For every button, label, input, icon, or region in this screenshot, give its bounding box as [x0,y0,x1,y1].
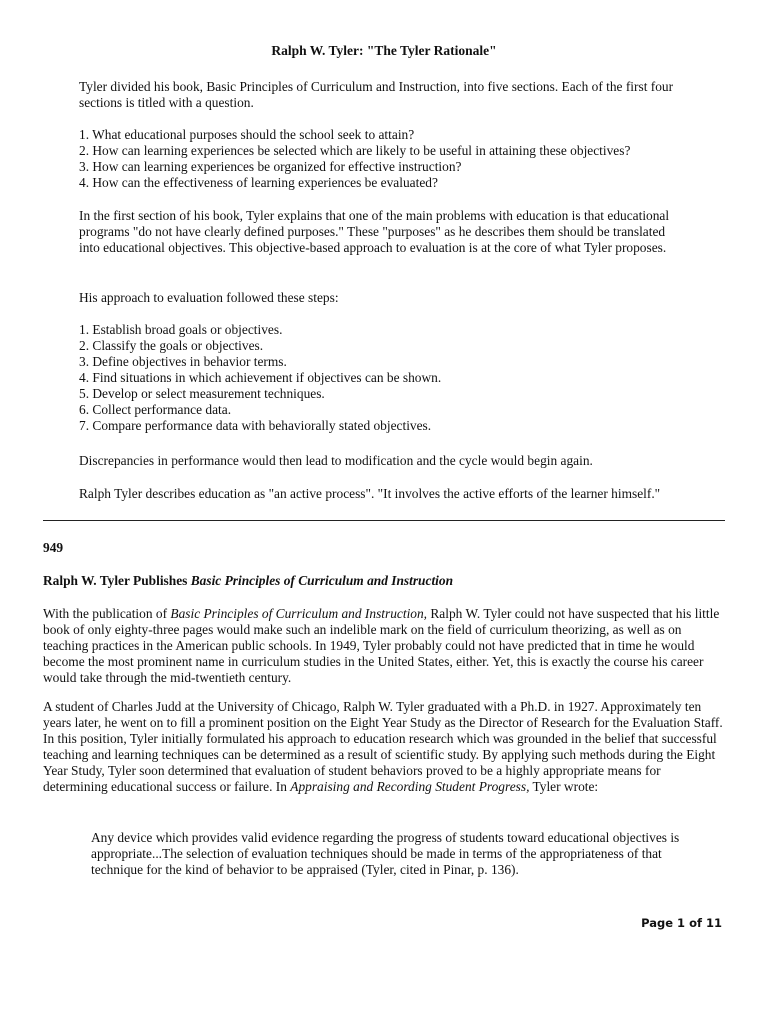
tyler-quote-paragraph [79,486,689,502]
approach-paragraph [79,290,689,306]
approach-text: His approach to evaluation followed these steps: [79,290,339,305]
page-total: 11 [705,916,722,930]
first-section-paragraph [79,208,689,256]
discrepancies-paragraph [79,453,689,469]
list-item: 3. How can learning experiences be organized for effective instruction? [79,159,462,174]
question-list [79,127,689,191]
list-item: 3. Define objectives in behavior terms. [79,354,287,369]
intro-text: Tyler divided his book, Basic Principles of Curriculum and Instruction, into five sections. Each of the first four sections is titled with a question. [79,79,674,110]
student-text-start: A student of Charles Judd at the University of Chicago, Ralph W. Tyler graduated with a Ph.D. in 1927. Approximately ten years later, he went on to fill a prominent position on the Eight Year Study as the Director of Research for the Evaluation Staff. In this position, Tyler initially formulated his approach to education research which was grounded in the belief that successful teaching and learning techniques can be determined as a result of scientific study. By applying such methods during the Eight Year Study, Tyler soon determined that evaluation of student behaviors proved to be a highly appropriate means for determining educational success or failure. In [43,699,723,794]
list-item: 4. Find situations in which achievement if objectives can be shown. [79,370,442,385]
pub-book-title: Basic Principles of Curriculum and Instruction, [170,606,428,621]
list-item: 1. Establish broad goals or objectives. [79,322,283,337]
list-item: 1. What educational purposes should the school seek to attain? [79,127,415,142]
list-item: 2. Classify the goals or objectives. [79,338,264,353]
block-quote-text: Any device which provides valid evidence regarding the progress of students toward educational objectives is appropriate...The selection of evaluation techniques should be made in terms of the appropriateness of that technique for the kind of behavior to be appraised (Tyler, cited in Pinar, p. 136). [91,830,680,877]
publication-paragraph [43,606,727,686]
list-item: 2. How can learning experiences be selected which are likely to be useful in attaining these objectives? [79,143,631,158]
student-paragraph [43,699,727,795]
section-heading [43,573,727,589]
intro-paragraph [79,79,689,111]
page-label: Page [641,916,678,930]
list-item: 5. Develop or select measurement techniques. [79,386,325,401]
list-item: 4. How can the effectiveness of learning experiences be evaluated? [79,175,438,190]
of-label: of [685,916,706,930]
page-current: 1 [677,916,686,930]
section-number: 949 [43,540,64,555]
pub-text-rest: Ralph W. Tyler could not have suspected that his little book of only eighty-three pages would make such an indelible mark on the field of curriculum theorizing, as well as on teaching practices in the American public schools. In 1949, Tyler probably could not have predicted that in time he would become the most prominent name in curriculum studies in the United States, either. Yet, this is exactly the course his career would take through the mid-twentieth century. [43,606,720,685]
page-footer [641,915,722,931]
first-section-text: In the first section of his book, Tyler explains that one of the main problems with education is that educational programs "do not have clearly defined purposes." These "purposes" as he describes them should be translated into educational objectives. This objective-based approach to evaluation is at the core of what Tyler proposes. [79,208,670,255]
student-book-title: Appraising and Recording Student Progress, [290,779,530,794]
tyler-quote-text: Ralph Tyler describes education as "an active process". "It involves the active efforts of the learner himself." [79,486,661,501]
block-quote [91,830,701,878]
pub-text-start: With the publication of [43,606,171,621]
heading-prefix: Ralph W. Tyler Publishes [43,573,191,588]
discrepancies-text: Discrepancies in performance would then lead to modification and the cycle would begin again. [79,453,593,468]
heading-book-title: Basic Principles of Curriculum and Instruction [190,573,454,588]
page-title: Ralph W. Tyler: "The Tyler Rationale" [271,43,497,58]
section-divider [43,520,725,521]
list-item: 7. Compare performance data with behaviorally stated objectives. [79,418,432,433]
student-text-end: Tyler wrote: [529,779,599,794]
list-item: 6. Collect performance data. [79,402,232,417]
steps-list [79,322,689,434]
